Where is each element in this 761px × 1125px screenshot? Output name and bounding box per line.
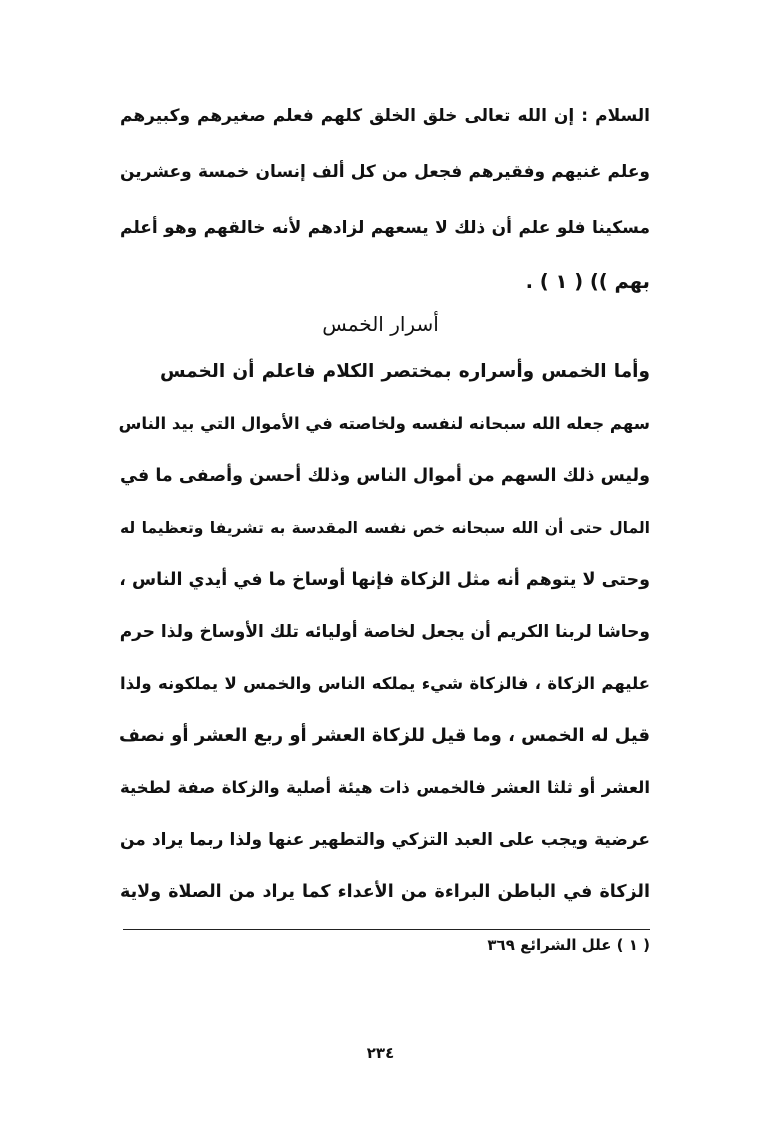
section-heading: أسرار الخمس — [322, 312, 439, 336]
text-line: السلام : إن الله تعالى خلق الخلق كلهم فعلم صغيرهم وكبيرهم — [120, 106, 650, 126]
text-line: المال حتى أن الله سبحانه خص نفسه المقدسة به تشريفا وتعظيما له — [120, 519, 650, 537]
footnote-divider — [123, 929, 650, 930]
text-line: العشر أو ثلثا العشر فالخمس ذات هيئة أصلية والزكاة صفة لطخية — [120, 778, 650, 797]
footnote: ( ١ ) علل الشرائع ٣٦٩ — [487, 936, 650, 954]
text-line: وأما الخمس وأسراره بمختصر الكلام فاعلم أن الخمس — [160, 361, 650, 382]
intro-paragraph — [120, 96, 650, 296]
text-line: بهم )) ( ١ ) . — [525, 270, 650, 293]
text-line: قيل له الخمس ، وما قيل للزكاة العشر أو ربع العشر أو نصف — [118, 725, 650, 746]
text-line: سهم جعله الله سبحانه لنفسه ولخاصته في الأموال التي بيد الناس — [118, 414, 650, 433]
text-line: مسكينا فلو علم أن ذلك لا يسعهم لزادهم لأنه خالقهم وهو أعلم — [120, 218, 650, 238]
text-line: وليس ذلك السهم من أموال الناس وذلك أحسن وأصفى ما في — [120, 466, 650, 486]
text-line: الزكاة في الباطن البراءة من الأعداء كما يراد من الصلاة ولاية — [120, 882, 650, 902]
text-line: وعلم غنيهم وفقيرهم فجعل من كل ألف إنسان خمسة وعشرين — [120, 162, 650, 182]
body-paragraph — [120, 352, 650, 912]
page-number: ٢٣٤ — [366, 1044, 395, 1062]
text-line: عرضية ويجب على العبد التزكي والتطهير عنها ولذا ربما يراد من — [120, 830, 650, 850]
text-line: وحاشا لربنا الكريم أن يجعل لخاصة أوليائه تلك الأوساخ ولذا حرم — [119, 622, 650, 642]
text-line: عليهم الزكاة ، فالزكاة شيء يملكه الناس والخمس لا يملكونه ولذا — [120, 674, 650, 693]
text-line: وحتى لا يتوهم أنه مثل الزكاة فإنها أوساخ ما في أيدي الناس ، — [119, 570, 650, 590]
